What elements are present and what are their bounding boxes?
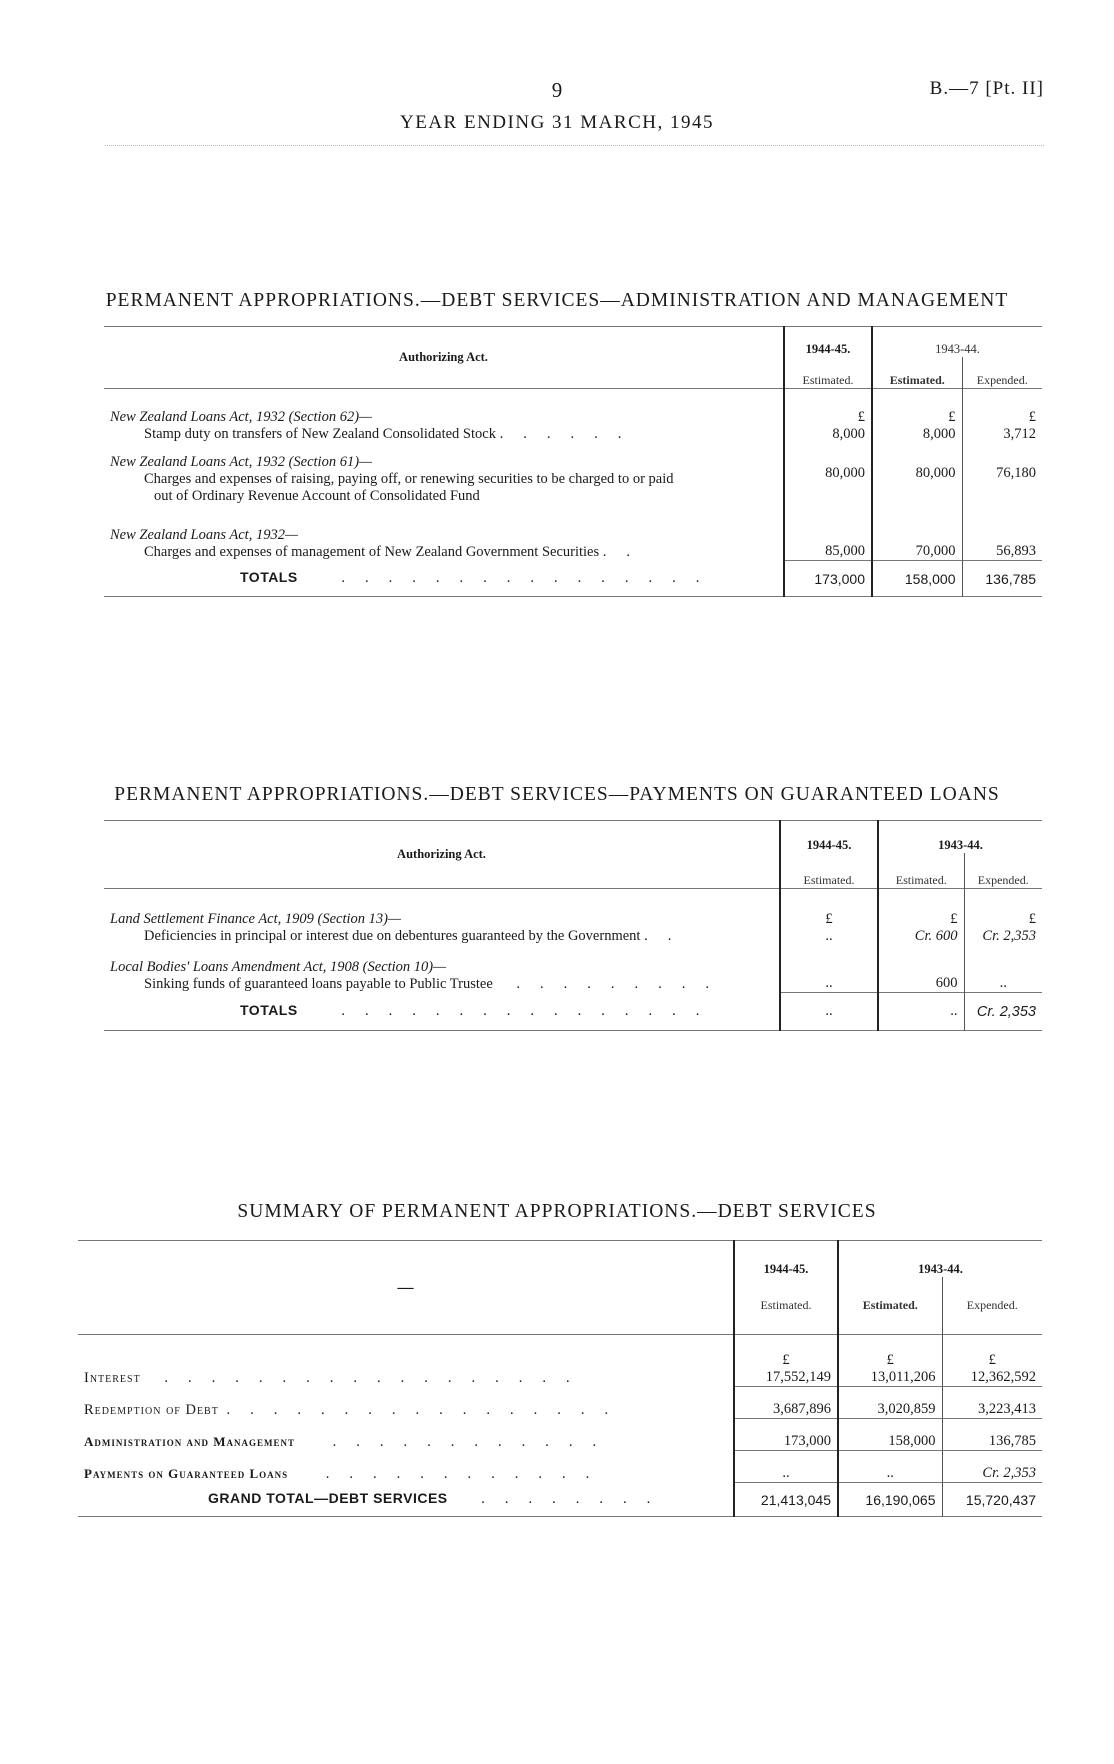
value-exp-1943: 76,180 (962, 443, 1042, 505)
page-number: 9 (551, 78, 563, 102)
col-estimated-1943: Estimated. (878, 853, 964, 889)
table-row: Interest .................. £ 17,552,149 £ 13,011,206 £ 12,362,592 (78, 1335, 1042, 1387)
pound-sign: £ (857, 408, 865, 425)
table-row (104, 443, 1042, 505)
total-est-1943: 158,000 (872, 561, 962, 597)
col-estimated-1944: Estimated. (784, 357, 872, 389)
col-blank-dash: — (78, 1241, 734, 1335)
value-est-1944: .. (734, 1451, 838, 1483)
totals-row: TOTALS ................ 173,000 158,000 136,785 (104, 561, 1042, 597)
pound-sign: £ (948, 408, 956, 425)
act-title: New Zealand Loans Act, 1932 (Section 62)— (110, 408, 372, 425)
value-est-1943: 158,000 (838, 1419, 942, 1451)
col-estimated-1943: Estimated. (838, 1277, 942, 1335)
value-est-1944: 8,000 (832, 425, 865, 442)
totals-label: TOTALS (240, 1002, 298, 1019)
value-est-1943: Cr. 600 (914, 927, 958, 944)
year-ending-heading: YEAR ENDING 31 MARCH, 1945 (400, 112, 714, 133)
pound-sign: £ (988, 1352, 996, 1368)
col-estimated-1943: Estimated. (872, 357, 962, 389)
value-est-1944: 3,687,896 (734, 1387, 838, 1419)
totals-row: TOTALS ................ .. .. Cr. 2,353 (104, 993, 1042, 1031)
pound-sign: £ (782, 1352, 790, 1368)
act-title: Local Bodies' Loans Amendment Act, 1908 (Section 10)— (110, 958, 447, 975)
total-est-1943: .. (878, 993, 964, 1031)
pound-sign: £ (950, 910, 958, 927)
pound-sign: £ (886, 1352, 894, 1368)
pound-sign: £ (1028, 910, 1036, 927)
col-year-1943: 1943-44. (872, 327, 1042, 357)
value-exp-1943: Cr. 2,353 (942, 1451, 1042, 1483)
value-exp-1943: 3,712 (1003, 425, 1036, 442)
grand-total-label: GRAND TOTAL—DEBT SERVICES (208, 1490, 448, 1507)
table-administration (104, 326, 1042, 597)
act-title: New Zealand Loans Act, 1932 (Section 61)— (110, 453, 372, 470)
act-description: Charges and expenses of management of New Zealand Government Securities .. (144, 543, 650, 560)
value-exp-1943: 136,785 (942, 1419, 1042, 1451)
col-expended-1943: Expended. (962, 357, 1042, 389)
act-description: Sinking funds of guaranteed loans payable to Public Trustee ......... (144, 975, 730, 992)
act-description-continued: out of Ordinary Revenue Account of Consolidated Fund (154, 487, 480, 504)
pound-sign: £ (1028, 408, 1036, 425)
col-authorizing-act: Authorizing Act. (104, 821, 780, 889)
summary-label: Payments on Guaranteed Loans (84, 1465, 289, 1481)
total-est-1944: .. (780, 993, 878, 1031)
document-reference: B.—7 [Pt. II] (929, 78, 1044, 99)
section-title-guaranteed-loans: PERMANENT APPROPRIATIONS.—DEBT SERVICES—PAYMENTS ON GUARANTEED LOANS (114, 784, 1000, 805)
value-exp-1943: .. (964, 945, 1042, 993)
col-year-1943: 1943-44. (838, 1241, 1042, 1277)
grand-total-row: GRAND TOTAL—DEBT SERVICES ........ 21,413,045 16,190,065 15,720,437 (78, 1483, 1042, 1517)
totals-label: TOTALS (240, 569, 298, 586)
summary-label: Administration and Management (84, 1433, 296, 1449)
col-expended-1943: Expended. (942, 1277, 1042, 1335)
value-exp-1943: 12,362,592 (970, 1369, 1036, 1385)
section-title-summary: SUMMARY OF PERMANENT APPROPRIATIONS.—DEBT SERVICES (237, 1201, 877, 1222)
summary-label: Redemption of Debt (84, 1401, 219, 1418)
value-exp-1943: 3,223,413 (942, 1387, 1042, 1419)
value-est-1944: 173,000 (734, 1419, 838, 1451)
total-est-1944: 173,000 (784, 561, 872, 597)
value-est-1944: .. (780, 945, 878, 993)
table-row: Redemption of Debt ................. 3,687,896 3,020,859 3,223,413 (78, 1387, 1042, 1419)
value-est-1943: 80,000 (872, 443, 962, 505)
total-exp-1943: 136,785 (962, 561, 1042, 597)
value-est-1943: 3,020,859 (838, 1387, 942, 1419)
header-divider (105, 145, 1044, 146)
value-exp-1943: 56,893 (962, 505, 1042, 561)
table-row (104, 505, 1042, 561)
table-guaranteed-loans (104, 820, 1042, 1031)
value-est-1943: .. (838, 1451, 942, 1483)
grand-total-est-1943: 16,190,065 (838, 1483, 942, 1517)
col-expended-1943: Expended. (964, 853, 1042, 889)
value-est-1943: 70,000 (872, 505, 962, 561)
value-est-1944: 80,000 (784, 443, 872, 505)
col-estimated-1944: Estimated. (734, 1277, 838, 1335)
col-year-1944: 1944-45. (734, 1241, 838, 1277)
pound-sign: £ (825, 910, 833, 927)
col-year-1944: 1944-45. (780, 821, 878, 853)
summary-label: Interest (84, 1369, 141, 1386)
total-exp-1943: Cr. 2,353 (964, 993, 1042, 1031)
table-row (104, 945, 1042, 993)
value-est-1944: 85,000 (784, 505, 872, 561)
act-description: Deficiencies in principal or interest due on debentures guaranteed by the Government .. (144, 927, 692, 944)
act-title: Land Settlement Finance Act, 1909 (Section 13)— (110, 910, 401, 927)
grand-total-exp-1943: 15,720,437 (942, 1483, 1042, 1517)
col-year-1943: 1943-44. (878, 821, 1042, 853)
table-row: Administration and Management ............ 173,000 158,000 136,785 (78, 1419, 1042, 1451)
value-exp-1943: Cr. 2,353 (982, 927, 1036, 944)
table-row (104, 889, 1042, 945)
table-summary (78, 1240, 1042, 1517)
table-row (104, 389, 1042, 443)
col-authorizing-act: Authorizing Act. (104, 327, 784, 389)
section-title-administration: PERMANENT APPROPRIATIONS.—DEBT SERVICES—ADMINISTRATION AND MANAGEMENT (105, 290, 1009, 311)
act-description: Charges and expenses of raising, paying off, or renewing securities to be charged to or paid (144, 470, 674, 487)
value-est-1943: 8,000 (922, 425, 956, 442)
act-description: Stamp duty on transfers of New Zealand Consolidated Stock ...... (144, 425, 642, 442)
value-est-1943: 600 (878, 945, 964, 993)
table-row: Payments on Guaranteed Loans ............ .. .. Cr. 2,353 (78, 1451, 1042, 1483)
act-title: New Zealand Loans Act, 1932— (110, 526, 298, 543)
value-est-1943: 13,011,206 (870, 1369, 936, 1385)
col-year-1944: 1944-45. (784, 327, 872, 357)
grand-total-est-1944: 21,413,045 (734, 1483, 838, 1517)
value-est-1944: .. (825, 927, 833, 944)
col-estimated-1944: Estimated. (780, 853, 878, 889)
value-est-1944: 17,552,149 (765, 1369, 831, 1385)
